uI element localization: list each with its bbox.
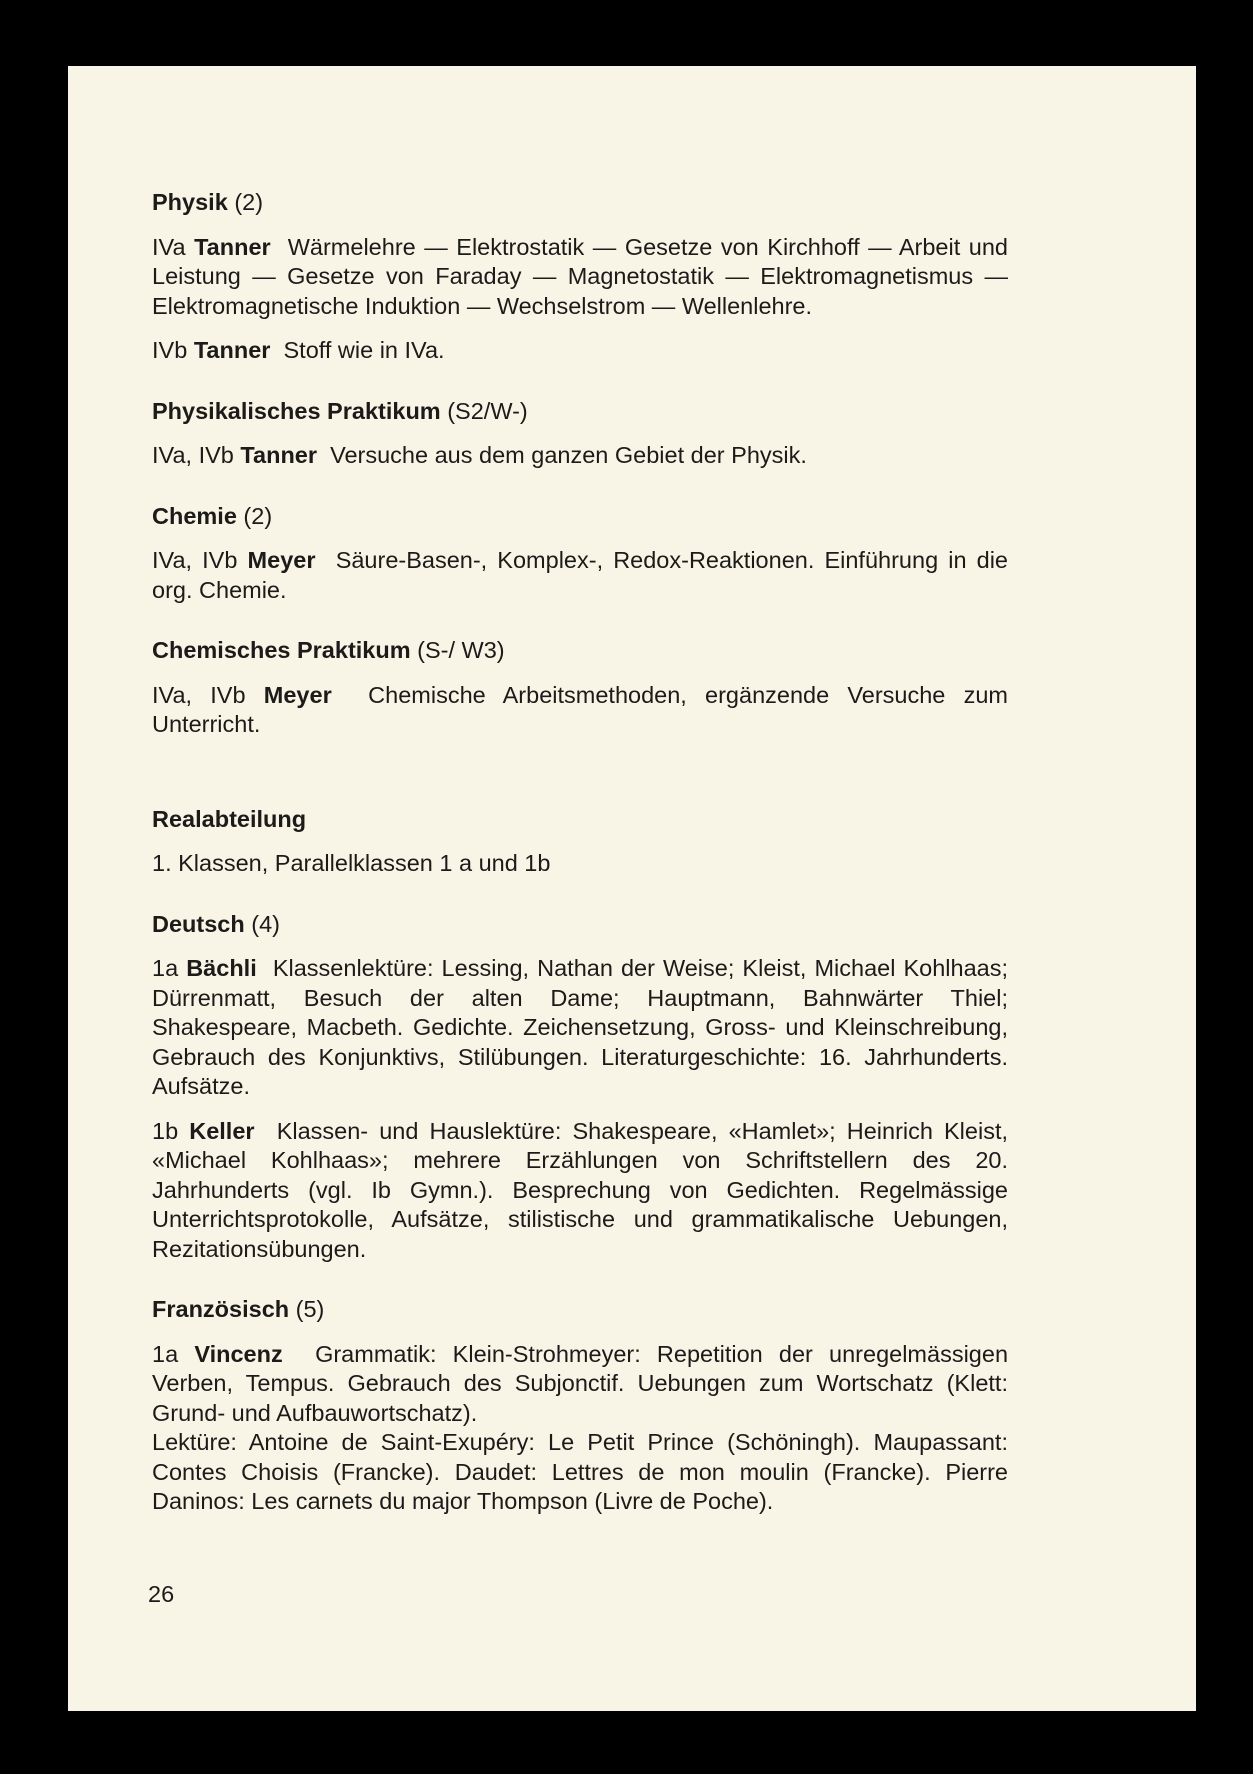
entry-teacher: Bächli <box>186 955 257 981</box>
section-title: Französisch <box>152 1296 290 1322</box>
section-hours: (4) <box>251 910 280 937</box>
section-hours: (S2/W-) <box>447 397 528 424</box>
entry-text: Grammatik: Klein-Strohmeyer: Repetition der unregelmässigen Verben, Tempus. Gebrauch des Subjonctif. Uebungen zum Wortschatz (Klett: Grund- und Aufbauwortschatz). <box>152 1340 1009 1426</box>
entry-teacher: Tanner <box>193 337 271 363</box>
entry-class: 1b <box>152 1117 179 1144</box>
section-title: Deutsch <box>152 910 245 937</box>
entry-chemie <box>152 546 1008 605</box>
realabteilung-subtitle: 1. Klassen, Parallelklassen 1 a und 1b <box>152 850 551 876</box>
entry-text: Versuche aus dem ganzen Gebiet der Physik. <box>330 442 807 468</box>
section-hours: (2) <box>234 189 264 215</box>
entry-franzoesisch-lektuere: Lektüre: Antoine de Saint-Exupéry: Le Petit Prince (Schöningh). Maupassant: Contes Choisis (Francke). Daudet: Lettres de mon moulin (Francke). Pierre Daninos: Les carnets du major Thompson (Livre de Poche). <box>152 1429 1008 1514</box>
entry-franzoesisch-1a <box>152 1340 1008 1429</box>
entry-teacher: Meyer <box>263 681 332 708</box>
section-title: Physik <box>152 189 228 215</box>
document-body <box>152 188 1008 1532</box>
entry-class: IVa, IVb <box>152 442 234 468</box>
document-page <box>68 66 1196 1711</box>
section-heading-physik-praktikum <box>152 397 1008 427</box>
entry-chemie-praktikum <box>152 681 1008 740</box>
entry-deutsch-1b <box>152 1117 1008 1265</box>
entry-class: 1a <box>152 955 179 981</box>
section-heading-chemie-praktikum <box>152 636 1008 666</box>
section-title: Realabteilung <box>152 805 307 832</box>
section-title: Chemie <box>152 502 237 529</box>
entry-teacher: Meyer <box>247 547 316 573</box>
page-number: 26 <box>148 1581 175 1607</box>
section-hours: (2) <box>243 502 273 529</box>
entry-teacher: Keller <box>189 1117 255 1144</box>
section-heading-deutsch <box>152 910 1008 940</box>
entry-physik-iva <box>152 233 1008 322</box>
entry-physik-ivb <box>152 336 1008 366</box>
entry-text: Wärmelehre — Elektrostatik — Gesetze von Kirchhoff — Arbeit und Leistung — Gesetze von Faraday — Magnetostatik — Elektromagnetismus — Elektromagnetische Induktion — Wechselstrom — Wellenlehre. <box>152 233 1008 319</box>
section-title: Physikalisches Praktikum <box>152 397 441 424</box>
entry-text: Chemische Arbeitsmethoden, ergänzende Versuche zum Unterricht. <box>152 681 1008 737</box>
section-hours: (S-/ W3) <box>417 637 505 663</box>
entry-class: IVa, IVb <box>152 547 238 573</box>
section-heading-realabteilung <box>152 805 1008 835</box>
entry-teacher: Vincenz <box>194 1340 283 1367</box>
section-hours: (5) <box>295 1296 325 1322</box>
section-heading-chemie <box>152 502 1008 532</box>
entry-text: Stoff wie in IVa. <box>283 337 445 363</box>
entry-physik-praktikum <box>152 441 1008 471</box>
entry-deutsch-1a <box>152 954 1008 1102</box>
section-title: Chemisches Praktikum <box>152 637 411 663</box>
entry-text: Klassen- und Hauslektüre: Shakespeare, «Hamlet»; Heinrich Kleist, «Michael Kohlhaas»; mehrere Erzählungen von Schriftstellern des 20. Jahrhunderts (vgl. Ib Gymn.). Besprechung von Gedichten. Regelmässige Unterrichtsprotokolle, Aufsätze, stilistische und grammatikalische Uebungen, Rezitationsübungen. <box>152 1117 1009 1262</box>
entry-text: Klassenlektüre: Lessing, Nathan der Weise; Kleist, Michael Kohlhaas; Dürrenmatt, Besuch der alten Dame; Hauptmann, Bahnwärter Thiel; Shakespeare, Macbeth. Gedichte. Zeichensetzung, Gross- und Kleinschreibung, Gebrauch des Konjunktivs, Stilübungen. Literaturgeschichte: 16. Jahrhunderts. Aufsätze. <box>152 955 1009 1099</box>
entry-teacher: Tanner <box>240 442 318 468</box>
section-heading-franzoesisch <box>152 1295 1008 1325</box>
entry-text: Säure-Basen-, Komplex-, Redox-Reaktionen. Einführung in die org. Chemie. <box>152 547 1008 603</box>
entry-class: IVb <box>152 337 188 363</box>
entry-teacher: Tanner <box>194 233 271 260</box>
entry-class: IVa <box>152 233 186 260</box>
entry-class: IVa, IVb <box>152 681 246 708</box>
section-heading-physik <box>152 188 1008 218</box>
entry-class: 1a <box>152 1340 179 1367</box>
